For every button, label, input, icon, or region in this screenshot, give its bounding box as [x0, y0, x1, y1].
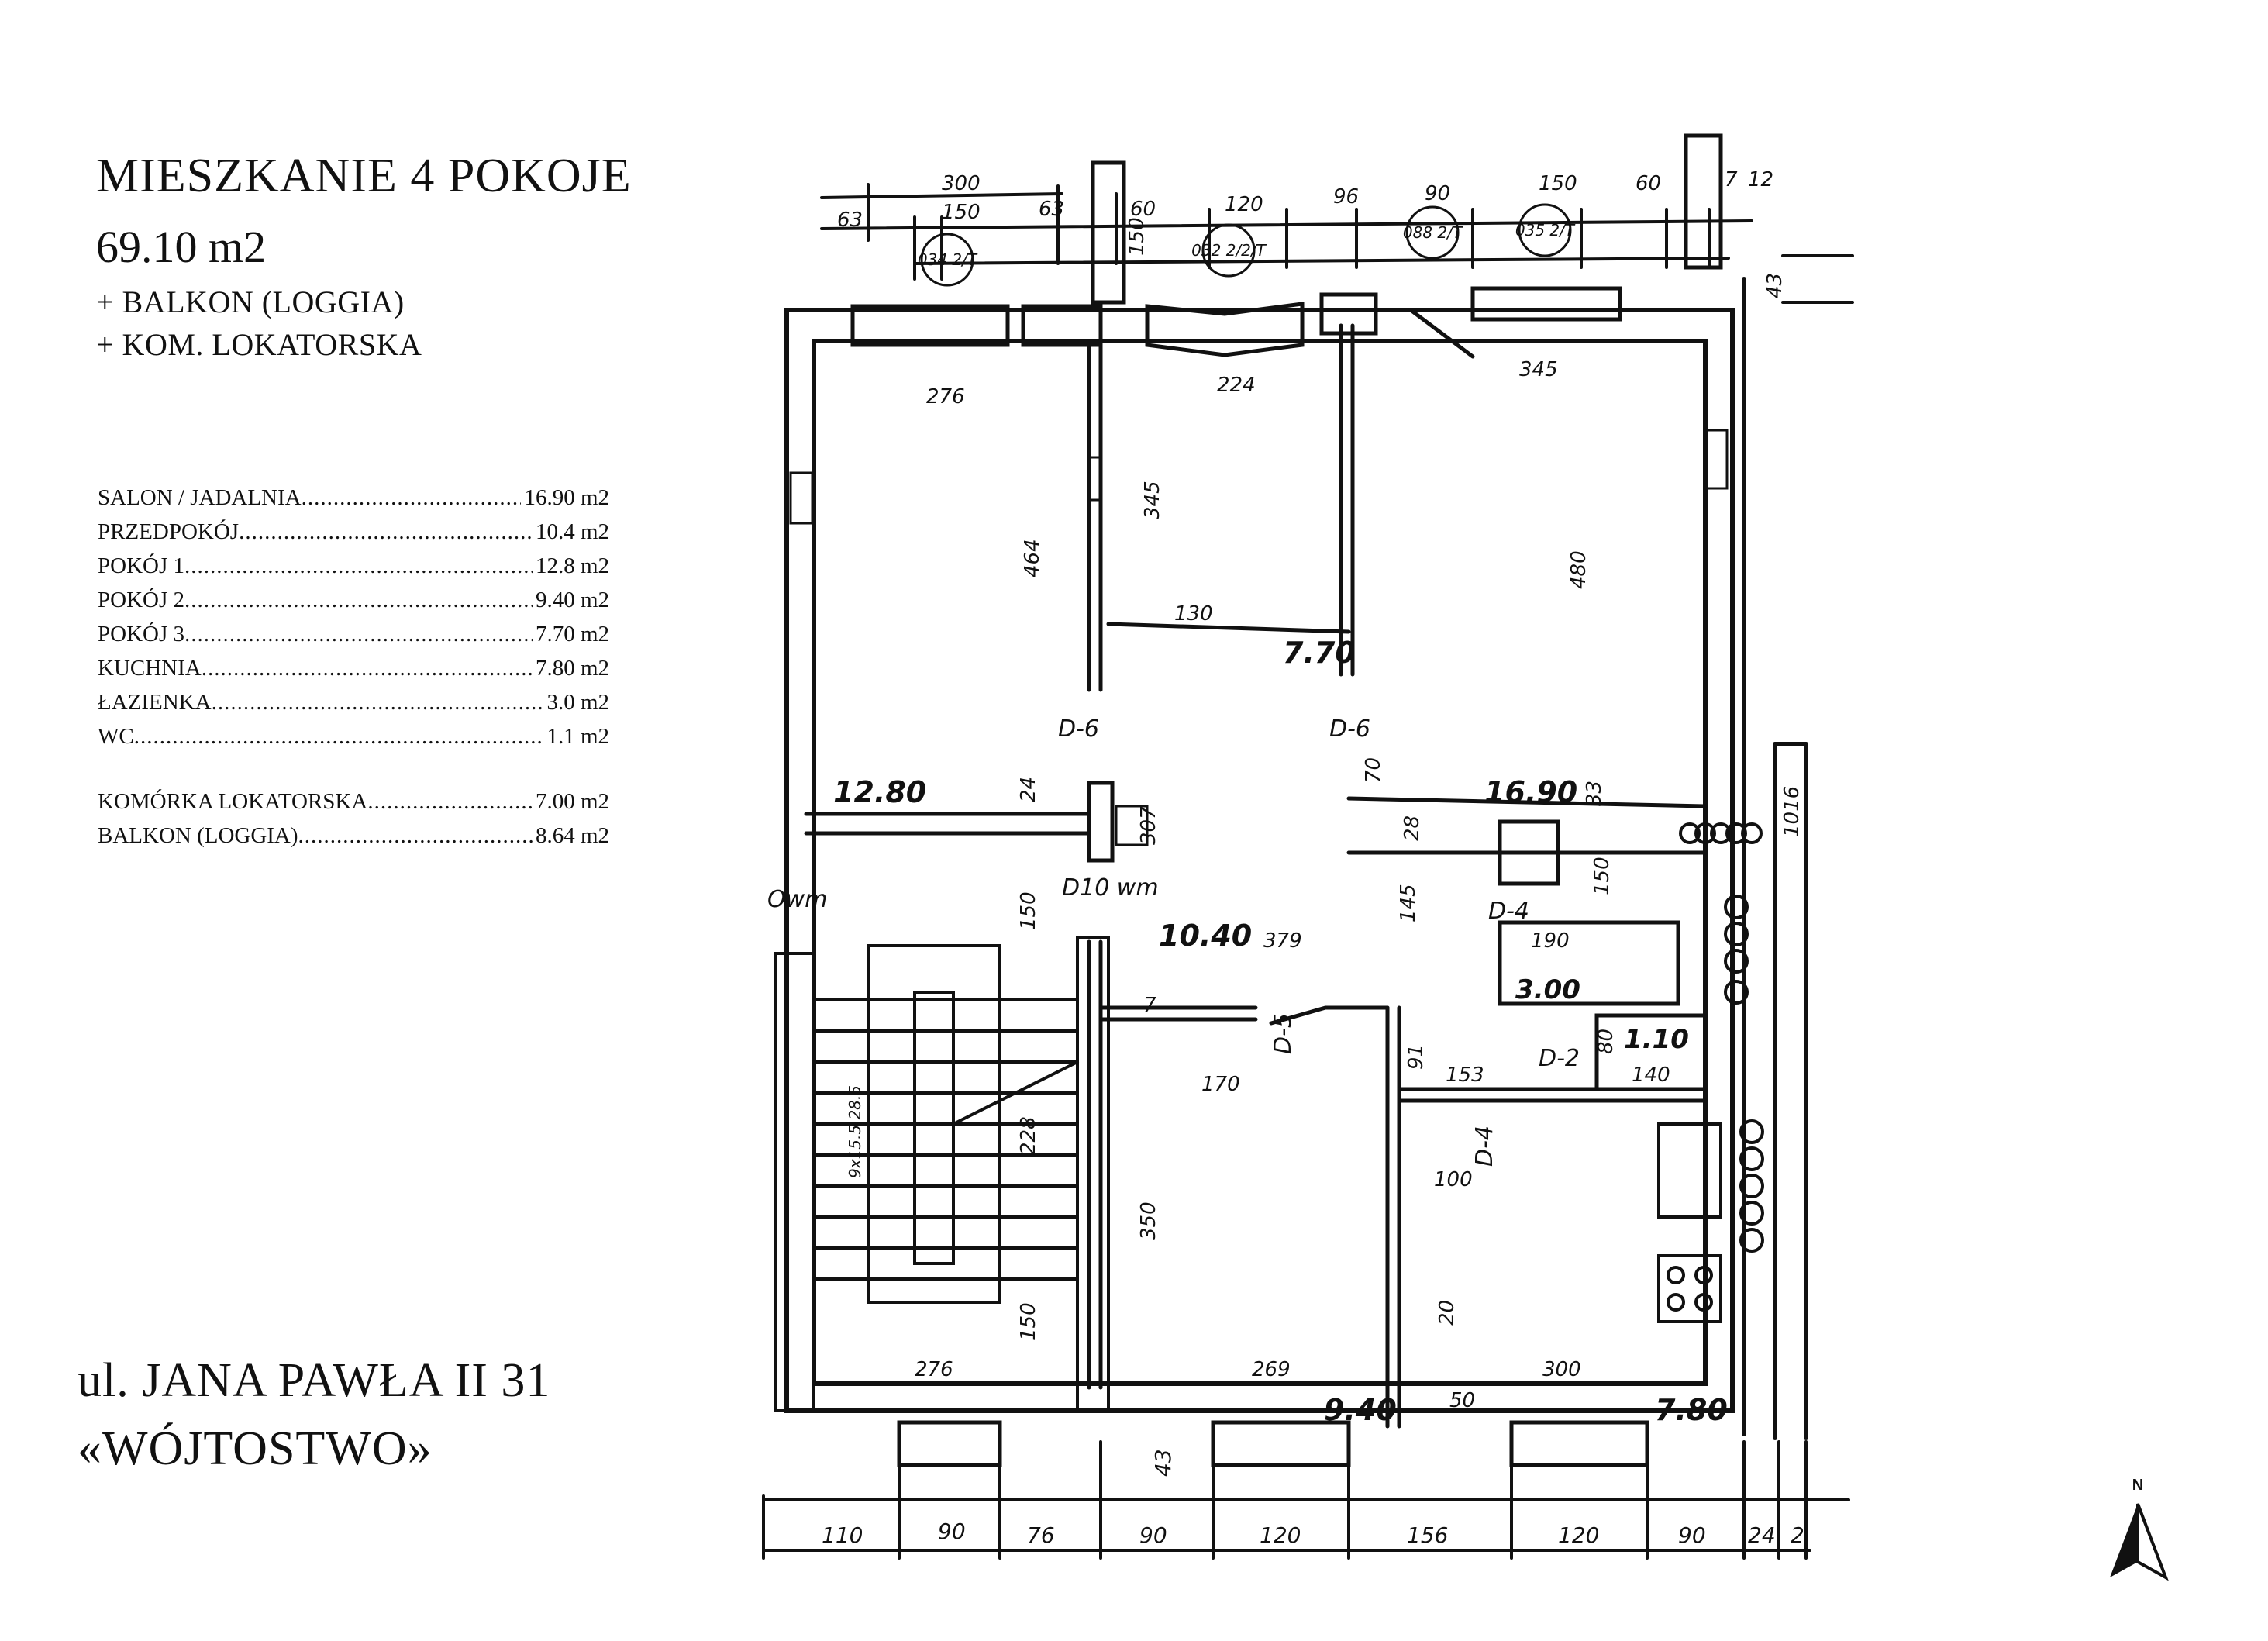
dim-label: 140: [1632, 1064, 1670, 1087]
dim-label: 90: [1425, 182, 1451, 205]
dim-label: 50: [1449, 1389, 1476, 1412]
misc-label: 9x15.5 28.5: [846, 1085, 864, 1178]
dim-label: 91: [1405, 1043, 1428, 1070]
radiators: [1659, 824, 1763, 1322]
dim-label: 150: [1017, 891, 1040, 930]
window-tags: [918, 205, 1576, 285]
room-area: 12.8 m2: [535, 553, 609, 578]
room-name: SALON / JADALNIA: [98, 485, 302, 510]
misc-label: D10 wm: [1062, 874, 1159, 902]
room-label-pokoj1: 12.80: [833, 775, 927, 809]
north-arrow-icon: [2093, 1473, 2186, 1589]
dim-label: 28: [1401, 815, 1424, 841]
room-label-kuchnia: 7.80: [1655, 1393, 1728, 1427]
room-area: 9.40 m2: [535, 588, 609, 612]
dim-label: 80: [1594, 1028, 1618, 1054]
window-tag: 032 2/2/T: [1191, 241, 1266, 260]
room-area: 1.1 m2: [546, 724, 609, 749]
room-area: 10.4 m2: [535, 519, 609, 544]
room-area: 7.80 m2: [535, 656, 609, 681]
top-windows: [853, 288, 1620, 357]
room-name: ŁAZIENKA: [98, 690, 212, 715]
room-name: KOMÓRKA LOKATORSKA: [98, 789, 368, 814]
address-name: «WÓJTOSTWO»: [78, 1422, 433, 1475]
door-tag: D-2: [1539, 1045, 1580, 1072]
extra-storage: + KOM. LOKATORSKA: [96, 327, 422, 362]
room-name: PRZEDPOKÓJ: [98, 519, 240, 544]
dim-label: 43: [1150, 1449, 1176, 1477]
dim-label: 43: [1763, 272, 1787, 298]
dim-label: 96: [1333, 185, 1360, 209]
dim-label: 90: [1678, 1522, 1706, 1548]
dim-label: 345: [1141, 481, 1164, 519]
dim-label: 7: [1725, 168, 1738, 191]
room-label-salon: 16.90: [1484, 775, 1578, 809]
dim-label: 300: [942, 172, 981, 195]
dim-label: 120: [1260, 1522, 1301, 1548]
dim-label: 150: [1591, 857, 1614, 895]
bottom-windows: [899, 1422, 1647, 1465]
dim-label: 120: [1225, 193, 1263, 216]
room-label-przedpokoj: 10.40: [1159, 919, 1253, 953]
dim-label: 276: [915, 1358, 953, 1381]
dim-label: 150: [1017, 1302, 1040, 1341]
dim-label: 2: [1791, 1522, 1804, 1548]
room-name: KUCHNIA: [98, 656, 202, 681]
dim-label: 60: [1130, 198, 1156, 221]
dim-label: 63: [1039, 198, 1065, 221]
dim-label: 90: [1139, 1522, 1167, 1548]
dim-label: 20: [1436, 1299, 1459, 1326]
dim-label: 228: [1017, 1116, 1040, 1155]
room-label-lazienka: 3.00: [1515, 974, 1580, 1005]
dim-label: 224: [1217, 374, 1256, 397]
room-area: 3.0 m2: [546, 690, 609, 715]
door-tag: D-4: [1488, 898, 1530, 925]
dim-label: 100: [1434, 1168, 1473, 1191]
misc-label: Owm: [767, 886, 828, 913]
dim-label: 63: [837, 209, 863, 232]
total-area: 69.10 m2: [96, 222, 267, 272]
dim-label: 276: [926, 385, 965, 409]
window-tag: 088 2/T: [1402, 223, 1463, 242]
top-columns: [1093, 136, 1721, 302]
room-label-pokoj2: 9.40: [1324, 1393, 1397, 1427]
dim-label: 90: [938, 1519, 966, 1544]
room-area: 7.00 m2: [535, 789, 609, 814]
door-tag: D-4: [1471, 1125, 1498, 1167]
door-tag: D-6: [1058, 715, 1100, 743]
door-tag: D-5: [1270, 1012, 1297, 1054]
dim-label: 1016: [1780, 785, 1804, 837]
room-name: POKÓJ 1: [98, 553, 184, 578]
dim-label: 300: [1542, 1358, 1581, 1381]
dim-label: 345: [1519, 358, 1558, 381]
room-area: 7.70 m2: [535, 622, 609, 646]
room-name: WC: [98, 724, 134, 749]
dim-label: 269: [1252, 1358, 1291, 1381]
interior-walls: [806, 326, 1705, 1426]
dim-label: 120: [1558, 1522, 1600, 1548]
dim-label: 150: [1125, 217, 1149, 256]
dim-label: 350: [1137, 1201, 1160, 1240]
room-area: 16.90 m2: [524, 485, 609, 510]
dim-label: 307: [1137, 806, 1160, 845]
room-label-wc: 1.10: [1624, 1024, 1689, 1055]
dim-label: 145: [1397, 884, 1420, 922]
window-tag: 034 2/T: [917, 250, 977, 269]
dim-label: 70: [1362, 757, 1385, 783]
dim-label: 156: [1407, 1522, 1449, 1548]
dim-label: 7: [1143, 994, 1156, 1017]
door-tag: D-6: [1329, 715, 1371, 743]
address-street: ul. JANA PAWŁA II 31: [78, 1354, 551, 1407]
dim-label: 190: [1531, 929, 1570, 953]
dim-label: 464: [1021, 539, 1044, 577]
dim-label: 24: [1017, 776, 1040, 802]
room-name: POKÓJ 2: [98, 588, 184, 612]
dim-label: 480: [1567, 550, 1591, 589]
plan-title: MIESZKANIE 4 POKOJE: [96, 150, 632, 202]
room-label-pokoj3: 7.70: [1283, 636, 1356, 670]
dim-label: 150: [942, 201, 981, 224]
dim-label: 110: [822, 1522, 863, 1548]
dim-label: 76: [1027, 1522, 1055, 1548]
staircase: [775, 938, 1108, 1411]
dim-label: 170: [1201, 1073, 1240, 1096]
dim-label: 379: [1263, 929, 1302, 953]
compass-label: N: [2132, 1477, 2144, 1494]
dim-label: 130: [1174, 602, 1213, 626]
window-tag: 035 2/T: [1515, 221, 1575, 240]
dim-label: 12: [1748, 168, 1774, 191]
dim-label: 153: [1446, 1064, 1484, 1087]
dim-label: 60: [1636, 172, 1662, 195]
room-area: 8.64 m2: [535, 823, 609, 848]
extra-balcony: + BALKON (LOGGIA): [96, 284, 405, 319]
dim-label: 24: [1748, 1522, 1776, 1548]
room-name: POKÓJ 3: [98, 622, 184, 646]
top-dimension-labels: [837, 168, 1787, 298]
dim-label: 33: [1583, 780, 1606, 806]
dim-label: 150: [1539, 172, 1577, 195]
room-name: BALKON (LOGGIA): [98, 823, 298, 848]
